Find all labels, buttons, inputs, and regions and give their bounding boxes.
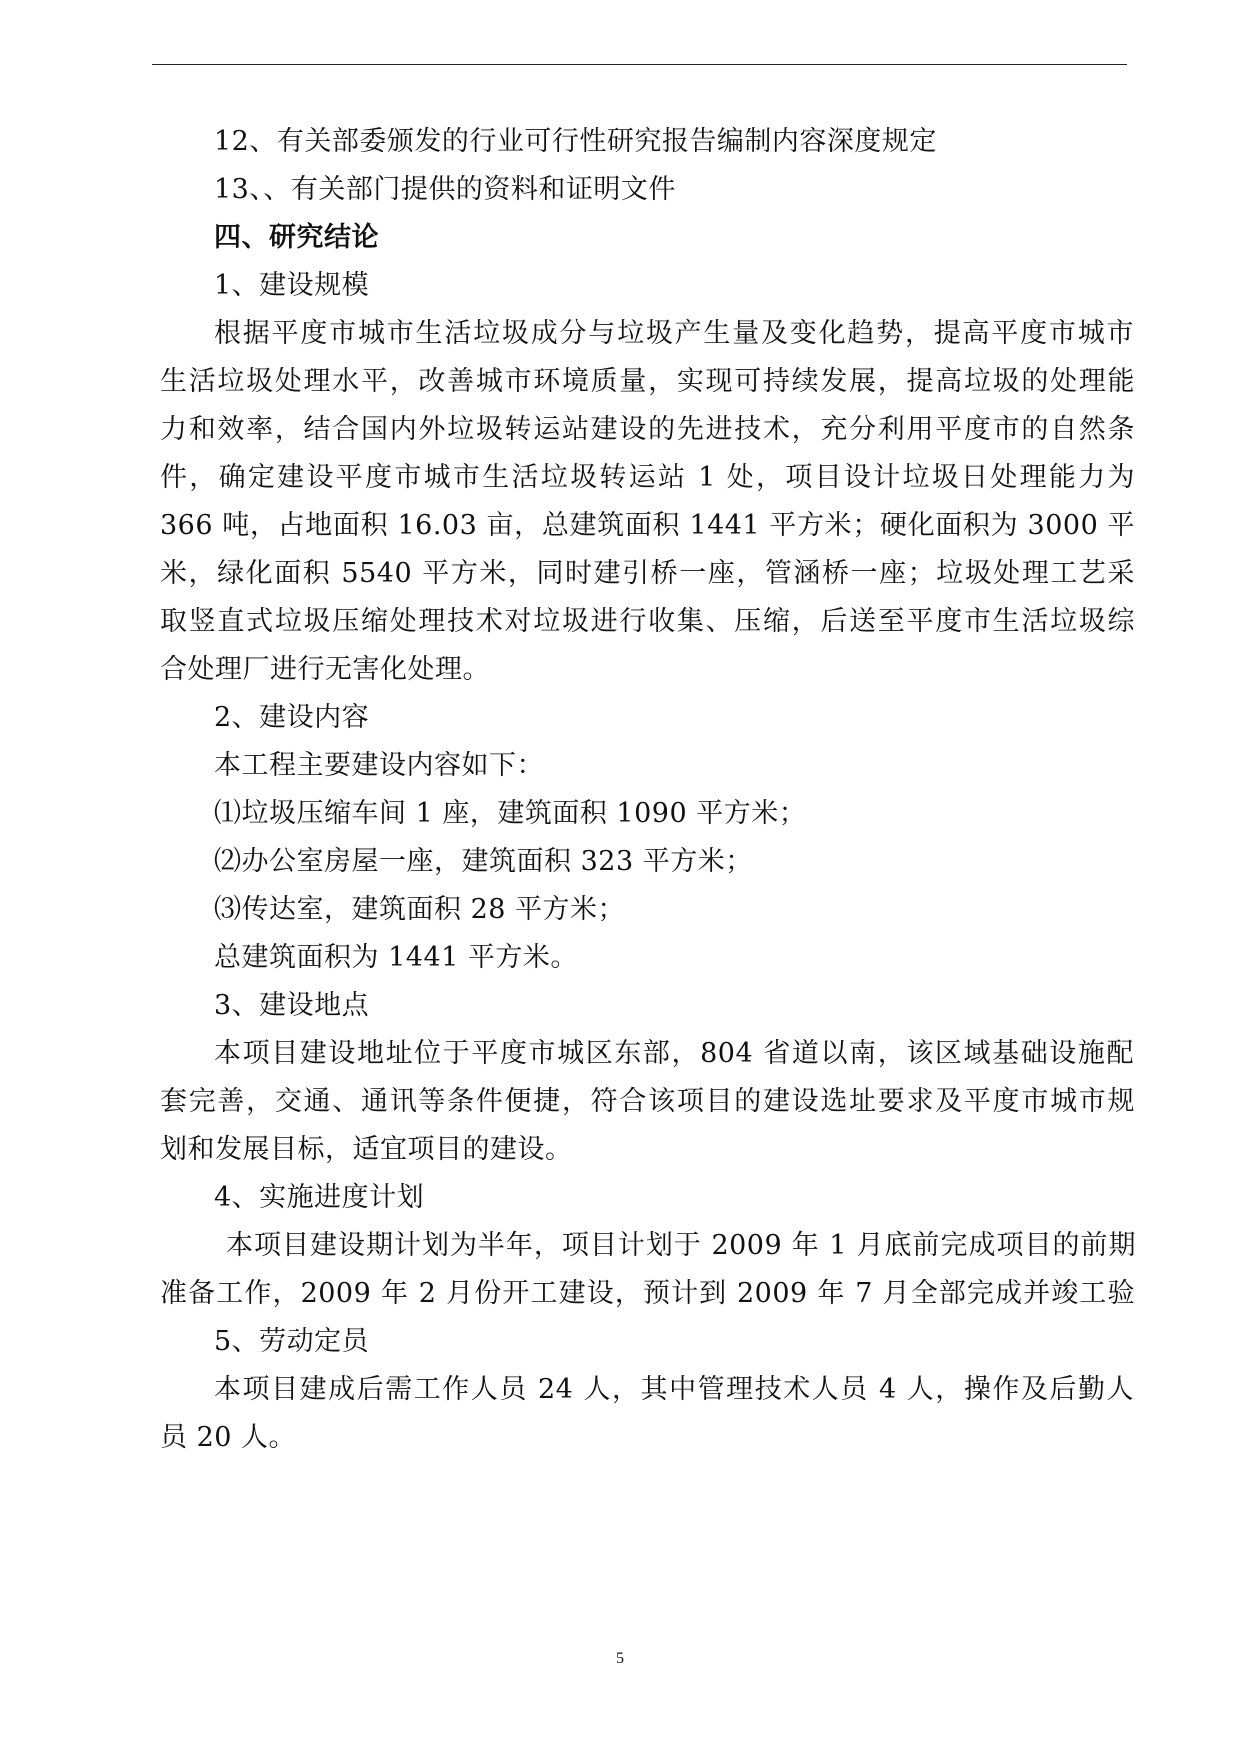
- subheading-construction-site: 3、建设地点: [214, 990, 370, 1021]
- subheading-staffing: 5、劳动定员: [214, 1326, 370, 1357]
- paragraph-line: 米，绿化面积 5540 平方米，同时建引桥一座，管涵桥一座；垃圾处理工艺采: [160, 558, 1135, 589]
- paragraph-line: 员 20 人。: [160, 1422, 297, 1453]
- page-number: 5: [616, 1650, 624, 1667]
- subheading-schedule: 4、实施进度计划: [214, 1182, 425, 1213]
- paragraph-line: 本工程主要建设内容如下：: [214, 750, 544, 781]
- paragraph-line: 总建筑面积为 1441 平方米。: [214, 942, 578, 973]
- paragraph-line: 取竖直式垃圾压缩处理技术对垃圾进行收集、压缩，后送至平度市生活垃圾综: [160, 606, 1135, 637]
- paragraph-line: 合处理厂进行无害化处理。: [160, 654, 490, 685]
- paragraph-line: 本项目建成后需工作人员 24 人，其中管理技术人员 4 人，操作及后勤人: [214, 1374, 1134, 1405]
- paragraph-line: 本项目建设期计划为半年，项目计划于 2009 年 1 月底前完成项目的前期: [226, 1230, 1136, 1261]
- paragraph-line: 力和效率，结合国内外垃圾转运站建设的先进技术，充分利用平度市的自然条: [160, 414, 1135, 445]
- paragraph-line: 366 吨，占地面积 16.03 亩，总建筑面积 1441 平方米；硬化面积为 3000 平: [160, 510, 1135, 541]
- paragraph-line: 本项目建设地址位于平度市城区东部，804 省道以南，该区域基础设施配: [214, 1038, 1134, 1069]
- paragraph-line: 套完善，交通、通讯等条件便捷，符合该项目的建设选址要求及平度市城市规: [160, 1086, 1135, 1117]
- paragraph-line: 划和发展目标，适宜项目的建设。: [160, 1134, 573, 1165]
- paragraph-line: 根据平度市城市生活垃圾成分与垃圾产生量及变化趋势，提高平度市城市: [214, 318, 1134, 349]
- reference-item-12: 12、有关部委颁发的行业可行性研究报告编制内容深度规定: [214, 126, 937, 157]
- list-item: ⑴垃圾压缩车间 1 座，建筑面积 1090 平方米；: [214, 798, 807, 829]
- section-heading-conclusions: 四、研究结论: [214, 222, 379, 253]
- list-item: ⑶传达室，建筑面积 28 平方米；: [214, 894, 626, 925]
- subheading-construction-scale: 1、建设规模: [214, 270, 370, 301]
- paragraph-line: 准备工作，2009 年 2 月份开工建设，预计到 2009 年 7 月全部完成并竣工验: [160, 1278, 1135, 1309]
- paragraph-line: 生活垃圾处理水平，改善城市环境质量，实现可持续发展，提高垃圾的处理能: [160, 366, 1135, 397]
- subheading-construction-content: 2、建设内容: [214, 702, 370, 733]
- reference-item-13: 13、、有关部门提供的资料和证明文件: [214, 174, 676, 205]
- list-item: ⑵办公室房屋一座，建筑面积 323 平方米；: [214, 846, 753, 877]
- header-rule: [152, 64, 1127, 65]
- paragraph-line: 件，确定建设平度市城市生活垃圾转运站 1 处，项目设计垃圾日处理能力为: [160, 462, 1135, 493]
